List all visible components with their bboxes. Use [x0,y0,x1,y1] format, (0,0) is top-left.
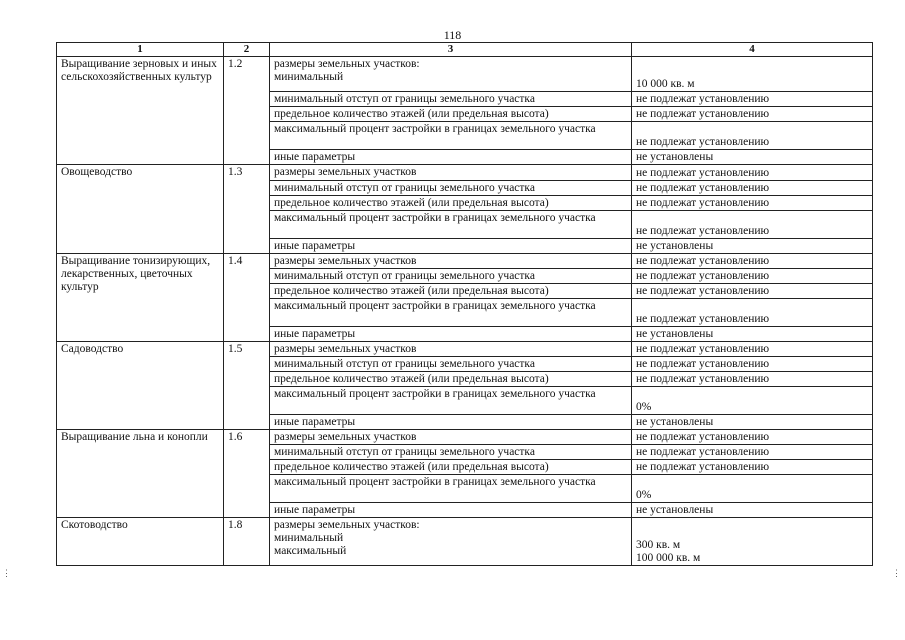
parameter-name: иные параметры [270,327,632,342]
parameter-value: не подлежат установлению [632,299,873,327]
scan-edge-mark-left: ⋮ [2,568,11,578]
parameter-value: не подлежат установлению [632,357,873,372]
parameter-name: иные параметры [270,150,632,165]
scan-edge-mark-right: ⋮ [892,568,901,578]
page-number: 118 [443,28,462,42]
land-use-code: 1.5 [224,342,270,430]
parameter-value: не установлены [632,150,873,165]
parameter-name: размеры земельных участков [270,254,632,269]
header-row [57,43,873,57]
land-use-type: Выращивание льна и конопли [57,430,224,518]
land-use-type: Выращивание тонизирующих, лекарственных, цветочных культур [57,254,224,342]
parameter-value: не установлены [632,503,873,518]
parameter-value: 10 000 кв. м [632,57,873,92]
table-row [57,57,873,92]
parameter-name: максимальный процент застройки в границах земельного участка [270,475,632,503]
land-use-type: Овощеводство [57,165,224,254]
parameter-name: максимальный процент застройки в границах земельного участка [270,122,632,150]
parameter-name: минимальный отступ от границы земельного участка [270,92,632,107]
table-row [57,254,873,269]
parameter-name: минимальный отступ от границы земельного участка [270,357,632,372]
parameter-value: 300 кв. м 100 000 кв. м [632,518,873,566]
parameter-name: минимальный отступ от границы земельного участка [270,269,632,284]
parameter-name: размеры земельных участков [270,165,632,181]
parameter-value: не подлежат установлению [632,430,873,445]
parameter-name: минимальный отступ от границы земельного участка [270,445,632,460]
parameter-value: не подлежат установлению [632,107,873,122]
land-use-code: 1.2 [224,57,270,165]
parameter-name: предельное количество этажей (или предельная высота) [270,284,632,299]
header-col-1: 1 [57,43,224,57]
parameter-value: 0% [632,387,873,415]
table-body [57,57,873,566]
parameter-name: предельное количество этажей (или предельная высота) [270,372,632,387]
header-col-3: 3 [270,43,632,57]
land-use-code: 1.4 [224,254,270,342]
parameter-value: не установлены [632,239,873,254]
parameter-name: предельное количество этажей (или предельная высота) [270,107,632,122]
parameter-value: не подлежат установлению [632,269,873,284]
parameter-name: размеры земельных участков: минимальный [270,57,632,92]
table-row [57,165,873,181]
land-use-code: 1.6 [224,430,270,518]
parameter-name: предельное количество этажей (или предельная высота) [270,460,632,475]
parameter-value: не подлежат установлению [632,284,873,299]
parameter-value: не подлежат установлению [632,181,873,196]
parameter-name: иные параметры [270,503,632,518]
parameter-value: не подлежат установлению [632,254,873,269]
parameter-value: не подлежат установлению [632,122,873,150]
parameter-name: максимальный процент застройки в границах земельного участка [270,387,632,415]
land-use-type: Выращивание зерновых и иных сельскохозяйственных культур [57,57,224,165]
land-use-code: 1.8 [224,518,270,566]
parameter-value: не подлежат установлению [632,460,873,475]
parameter-value: не подлежат установлению [632,342,873,357]
parameter-value: не установлены [632,415,873,430]
parameter-value: не подлежат установлению [632,211,873,239]
parameter-value: не подлежат установлению [632,92,873,107]
land-use-code: 1.3 [224,165,270,254]
land-use-type: Скотоводство [57,518,224,566]
land-use-type: Садоводство [57,342,224,430]
parameter-value: не подлежат установлению [632,445,873,460]
parameter-name: максимальный процент застройки в границах земельного участка [270,211,632,239]
parameter-name: максимальный процент застройки в границах земельного участка [270,299,632,327]
parameter-name: иные параметры [270,415,632,430]
header-col-2: 2 [224,43,270,57]
table-row [57,518,873,566]
land-use-parameters-table [56,42,873,566]
table-row [57,342,873,357]
table-row [57,430,873,445]
parameter-name: размеры земельных участков: минимальный максимальный [270,518,632,566]
parameter-name: размеры земельных участков [270,342,632,357]
parameter-name: иные параметры [270,239,632,254]
parameter-value: не подлежат установлению [632,165,873,181]
parameter-name: предельное количество этажей (или предельная высота) [270,196,632,211]
parameter-value: не подлежат установлению [632,372,873,387]
header-col-4: 4 [632,43,873,57]
parameter-name: размеры земельных участков [270,430,632,445]
parameter-value: 0% [632,475,873,503]
parameter-name: минимальный отступ от границы земельного участка [270,181,632,196]
parameter-value: не установлены [632,327,873,342]
parameter-value: не подлежат установлению [632,196,873,211]
